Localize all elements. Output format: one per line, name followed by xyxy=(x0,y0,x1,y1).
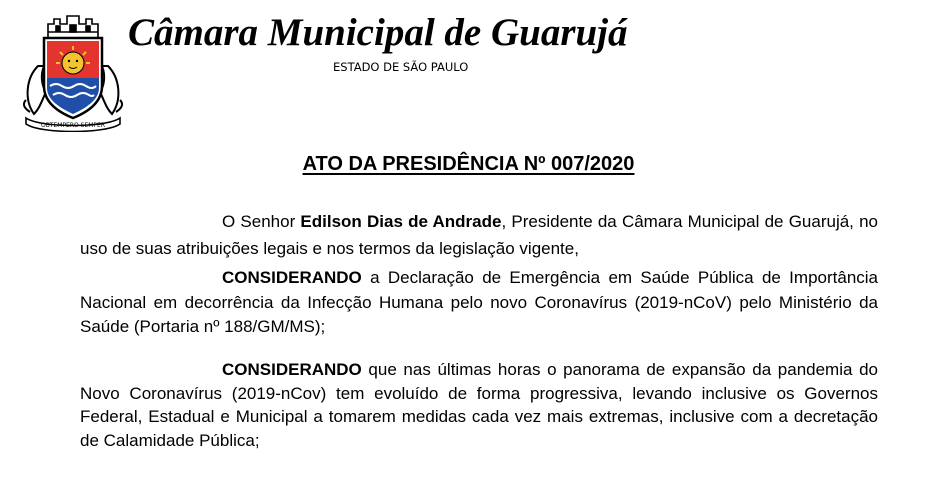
organization-name: Câmara Municipal de Guarujá xyxy=(128,11,628,54)
paragraph-3-keyword: CONSIDERANDO xyxy=(222,360,362,379)
paragraph-2-text: a Declaração de Emergência em Saúde Pública de Importância Nacional em decorrência da Infecção Humana pelo novo Coronavírus (2019-nCoV) pelo Ministério da Saúde (Portaria nº 188/GM/MS); xyxy=(80,268,878,336)
document-title-text: ATO DA PRESIDÊNCIA Nº 007/2020 xyxy=(302,153,635,175)
mural-crown xyxy=(48,16,98,38)
paragraph-2 xyxy=(80,266,878,340)
document-title xyxy=(0,151,931,177)
crest-motto: OBTEMPERO SEMPER xyxy=(40,122,106,129)
state-name: ESTADO DE SÃO PAULO xyxy=(333,60,469,74)
paragraph-3 xyxy=(80,358,878,452)
paragraph-1-name: Edilson Dias de Andrade xyxy=(300,212,502,231)
coat-of-arms-icon xyxy=(20,8,126,132)
paragraph-1 xyxy=(80,208,878,262)
paragraph-1-text: , Presidente da Câmara Municipal de Guarujá, no uso de suas atribuições legais e nos termos da legislação vigente, xyxy=(80,212,878,258)
paragraph-3-text: que nas últimas horas o panorama de expansão da pandemia do Novo Coronavírus (2019-nCov) tem evoluído de forma progressiva, levando inclusive os Governos Federal, Estadual e Municipal a tomarem medidas cada vez mais extremas, inclusive com a decretação de Calamidade Pública; xyxy=(80,360,878,450)
paragraph-1-pre: O Senhor xyxy=(222,212,301,231)
paragraph-2-keyword: CONSIDERANDO xyxy=(222,268,362,287)
page-header xyxy=(0,0,931,135)
